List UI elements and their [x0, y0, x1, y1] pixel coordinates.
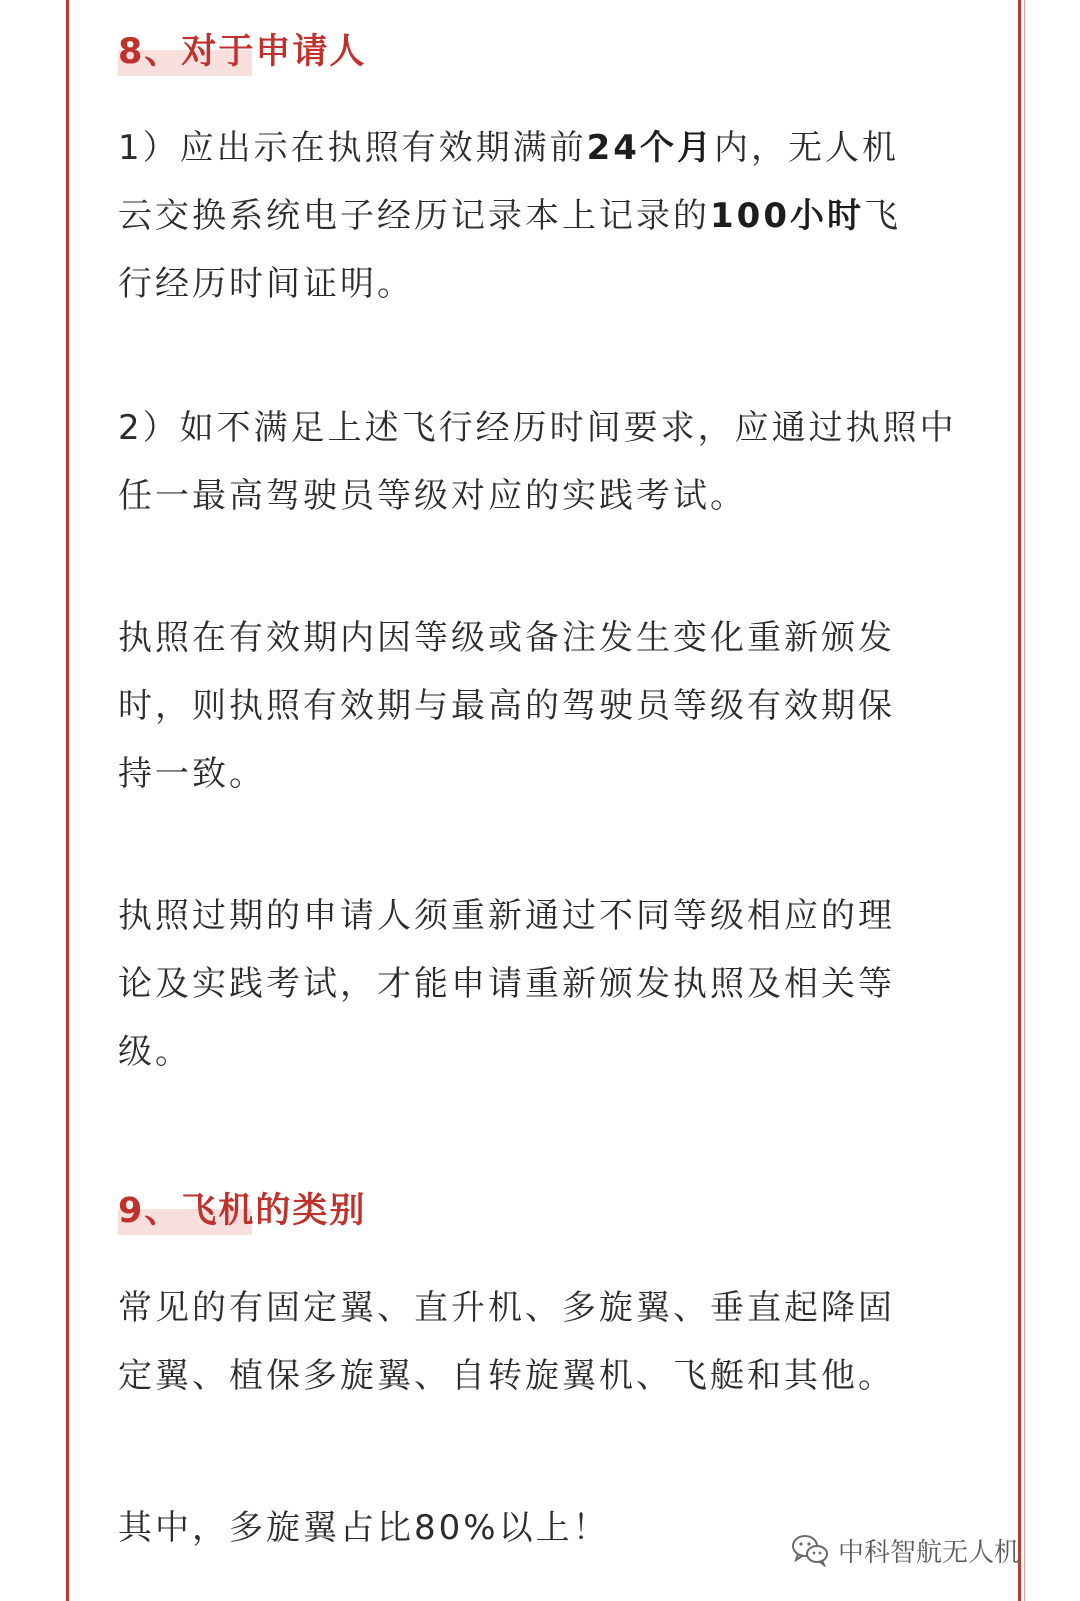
- section-8-paragraph-1: [118, 114, 918, 318]
- section-8-paragraph-2: 2）如不满足上述飞行经历时间要求，应通过执照中任一最高驾驶员等级对应的实践考试。: [118, 408, 957, 516]
- section-8-heading: 8、对于申请人: [118, 32, 367, 72]
- section-8-paragraph-4: 执照过期的申请人须重新通过不同等级相应的理论及实践考试，才能申请重新颁发执照及相关等级。: [118, 896, 895, 1072]
- right-border-thin-line: [1024, 0, 1025, 1601]
- bold-text-24-months: 24个月: [586, 128, 714, 168]
- watermark: [790, 1530, 1020, 1570]
- section-9-paragraph-2: 其中，多旋翼占比80%以上！: [118, 1508, 610, 1548]
- section-8-paragraph-3: 执照在有效期内因等级或备注发生变化重新颁发时，则执照有效期与最高的驾驶员等级有效期保持一致。: [118, 618, 895, 794]
- section-9-heading: 9、飞机的类别: [118, 1191, 367, 1231]
- wechat-icon: [790, 1533, 830, 1567]
- left-border-line: [66, 0, 69, 1601]
- watermark-text: 中科智航无人机: [838, 1537, 1021, 1568]
- text-segment: 1）应出示在执照有效期满前: [118, 128, 587, 168]
- bold-text-100-hours: 100小时: [710, 196, 864, 236]
- text-segment: 飞行经历时间证明。: [118, 196, 901, 304]
- text-segment: 内，无人机云交换系统电子经历记录本上记录的: [118, 128, 899, 236]
- section-9-paragraph-1: 常见的有固定翼、直升机、多旋翼、垂直起降固定翼、植保多旋翼、自转旋翼机、飞艇和其他。: [118, 1288, 895, 1396]
- right-border-line: [1018, 0, 1021, 1601]
